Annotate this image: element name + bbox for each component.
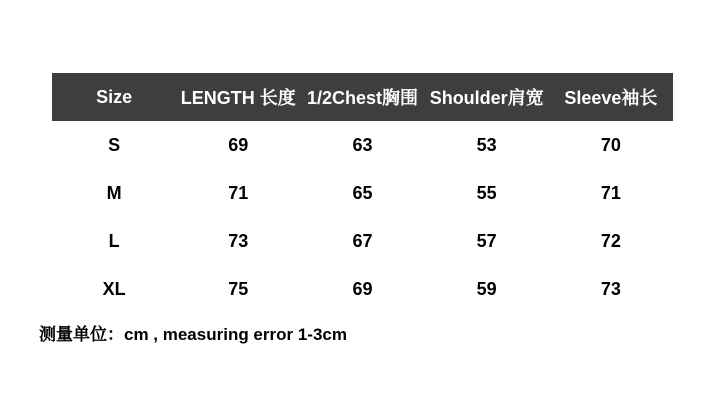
shoulder-cell: 55 (476, 182, 497, 203)
table-row-xl (52, 265, 673, 313)
length-cell: 75 (228, 278, 249, 299)
column-header-chest: 1/2Chest胸围 (306, 88, 419, 108)
column-header-size: Size (96, 86, 133, 107)
table-header-row (52, 73, 673, 121)
chest-cell: 67 (352, 230, 373, 251)
size-cell: M (106, 182, 122, 203)
shoulder-cell: 57 (476, 230, 497, 251)
sleeve-cell: 73 (600, 278, 621, 299)
chest-cell: 65 (352, 182, 373, 203)
length-cell: 71 (228, 182, 249, 203)
table-row-s (52, 121, 673, 169)
column-header-sleeve: Sleeve袖长 (564, 88, 658, 108)
column-header-shoulder: Shoulder肩宽 (429, 88, 544, 108)
size-cell: L (108, 230, 120, 251)
chest-cell: 69 (352, 278, 373, 299)
sleeve-cell: 72 (600, 230, 621, 251)
sleeve-cell: 70 (600, 134, 621, 155)
shoulder-cell: 53 (476, 134, 497, 155)
table-row-l (52, 217, 673, 265)
length-cell: 69 (228, 134, 249, 155)
measurement-note: 测量单位：cm , measuring error 1-3cm (39, 325, 347, 344)
shoulder-cell: 59 (476, 278, 497, 299)
size-cell: S (108, 134, 121, 155)
length-cell: 73 (228, 230, 249, 251)
column-header-length: LENGTH 长度 (180, 88, 296, 108)
sleeve-cell: 71 (600, 182, 621, 203)
table-row-m (52, 169, 673, 217)
size-chart-table (52, 73, 673, 313)
size-cell: XL (102, 278, 126, 299)
chest-cell: 63 (352, 134, 373, 155)
